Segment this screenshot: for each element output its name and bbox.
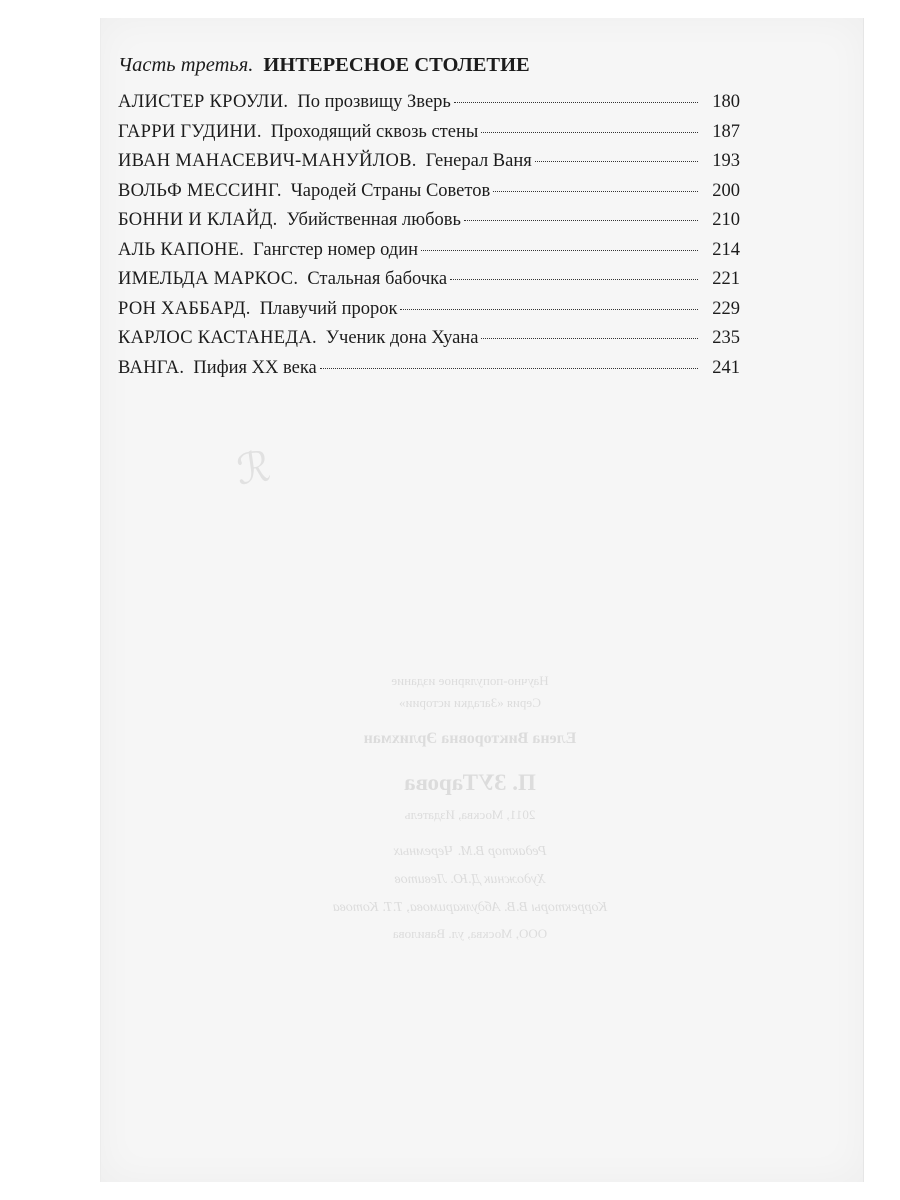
toc-entry <box>118 236 740 266</box>
toc-entry-page: 235 <box>712 328 740 348</box>
toc-entry <box>118 354 740 384</box>
toc-entry-page: 193 <box>712 151 740 171</box>
bleed-through-line: Корректоры В.В. Абдулкаримова, Т.Т. Котова <box>332 900 608 915</box>
bleed-through-line: Научно-популярное издание <box>391 673 549 688</box>
dot-leader <box>464 219 698 221</box>
toc-entry-page: 187 <box>712 121 740 142</box>
dot-leader <box>454 101 698 103</box>
dot-leader <box>535 160 698 162</box>
toc-entry-subtitle: Плавучий пророк <box>259 298 398 319</box>
toc-entry <box>118 206 740 236</box>
part-title: ИНТЕРЕСНОЕ СТОЛЕТИЕ <box>263 54 530 76</box>
bleed-through-line: Серия «Загадки истории» <box>399 695 541 710</box>
toc-entry-subtitle: Проходящий сквозь стены <box>270 121 479 142</box>
toc-entry-subtitle: Убийственная любовь <box>286 210 461 230</box>
toc-entry-page: 214 <box>712 239 740 260</box>
bleed-through-line: Елена Викторовна Эрлихман <box>363 730 577 747</box>
toc-entry <box>118 147 740 177</box>
toc-entry-author: ИМЕЛЬДА МАРКОС. <box>118 269 299 289</box>
toc-entry-page: 180 <box>712 92 740 112</box>
bleed-through-line: ООО, Москва, ул. Вавилова <box>392 926 548 941</box>
dot-leader <box>450 278 698 280</box>
toc-entry-subtitle: Ученик дона Хуана <box>325 328 479 348</box>
bleed-through-colophon <box>240 670 700 946</box>
toc-entry <box>118 88 740 118</box>
toc-entry-author: БОННИ И КЛАЙД. <box>118 210 278 230</box>
toc-entry-subtitle: Чародей Страны Советов <box>290 180 491 201</box>
dot-leader <box>320 367 698 369</box>
toc-entry-author: ГАРРИ ГУДИНИ. <box>118 121 262 142</box>
toc-entry-author: АЛИСТЕР КРОУЛИ. <box>118 92 289 112</box>
toc-entry <box>118 324 740 354</box>
toc-entry-author: ВАНГА. <box>118 357 185 378</box>
toc-entry-subtitle: По прозвищу Зверь <box>297 92 451 112</box>
dot-leader <box>400 308 698 310</box>
toc-entry-author: ИВАН МАНАСЕВИЧ-МАНУЙЛОВ. <box>118 151 417 171</box>
table-of-contents <box>118 50 740 383</box>
toc-entry-subtitle: Стальная бабочка <box>307 269 448 289</box>
toc-entry-author: ВОЛЬФ МЕССИНГ. <box>118 180 282 201</box>
toc-entry-author: КАРЛОС КАСТАНЕДА. <box>118 328 317 348</box>
toc-entry-page: 241 <box>712 357 740 378</box>
toc-entry-subtitle: Пифия XX века <box>193 357 317 378</box>
toc-entry-author: АЛЬ КАПОНЕ. <box>118 239 245 260</box>
toc-entry <box>118 118 740 148</box>
toc-entry-subtitle: Гангстер номер один <box>253 239 419 260</box>
dot-leader <box>493 190 698 192</box>
bleed-through-line: 2011, Москва, Издатель <box>404 807 536 822</box>
bleed-through-line: П. ЗУТарова <box>404 770 536 795</box>
toc-entry <box>118 177 740 207</box>
dot-leader <box>481 337 698 339</box>
toc-entry-author: РОН ХАББАРД. <box>118 298 251 319</box>
bleed-through-mark: ℛ <box>233 444 274 495</box>
bleed-through-line: Художник Д.Ю. Левитов <box>394 872 546 887</box>
part-label: Часть третья. <box>118 54 254 76</box>
toc-entry-page: 200 <box>712 180 740 201</box>
bleed-through-line: Редактор В.М. Черемных <box>393 844 547 859</box>
dot-leader <box>421 249 698 251</box>
dot-leader <box>481 131 698 133</box>
toc-entry-page: 210 <box>712 210 740 230</box>
part-heading <box>118 50 740 80</box>
toc-entries <box>118 88 740 383</box>
toc-entry-subtitle: Генерал Ваня <box>425 151 532 171</box>
toc-entry <box>118 295 740 325</box>
toc-entry-page: 229 <box>712 298 740 319</box>
toc-entry-page: 221 <box>712 269 740 289</box>
toc-entry <box>118 265 740 295</box>
